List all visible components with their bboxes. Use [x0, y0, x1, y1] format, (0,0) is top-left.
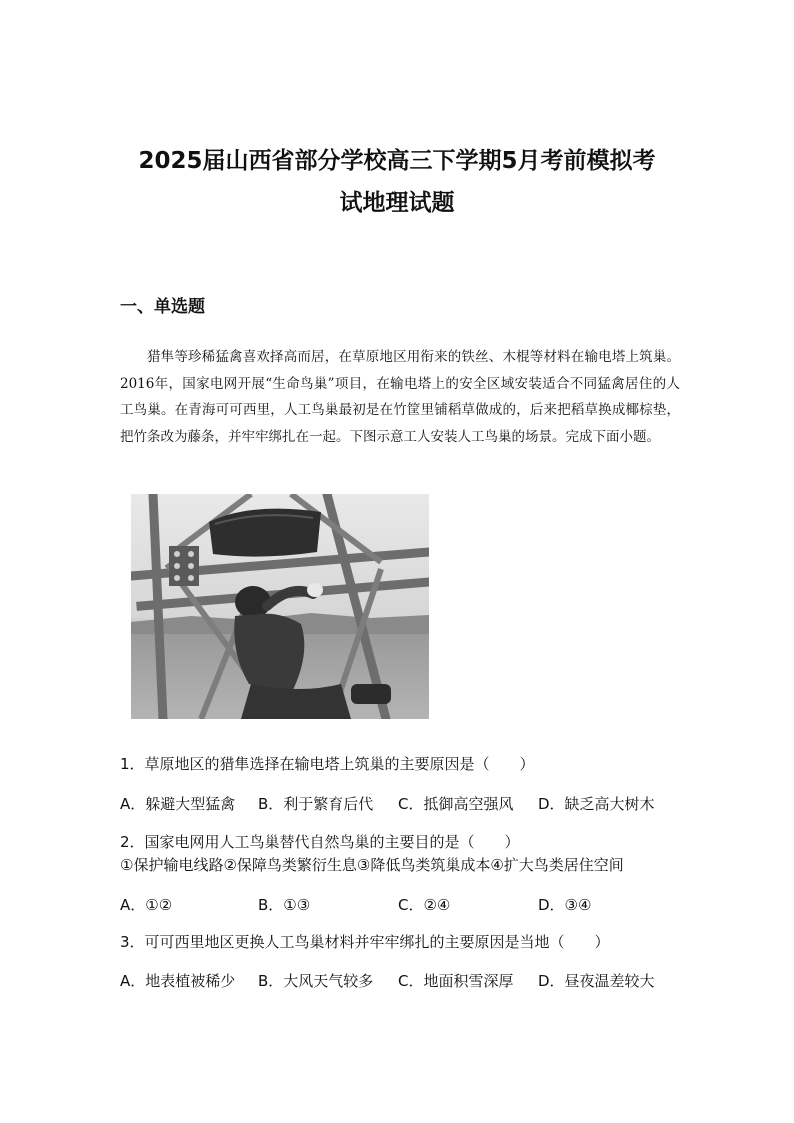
q2-option-a[interactable]: A．①②: [120, 896, 173, 914]
q3-option-c[interactable]: C．地面积雪深厚: [398, 972, 514, 990]
q1-option-a[interactable]: A．躲避大型猛禽: [120, 795, 236, 813]
q3-option-d[interactable]: D．昼夜温差较大: [538, 972, 655, 990]
q3-option-a[interactable]: A．地表植被稀少: [120, 972, 236, 990]
question-3-stem: 3．可可西里地区更换人工鸟巢材料并牢牢绑扎的主要原因是当地（ ）: [120, 933, 610, 951]
document-title: [90, 140, 704, 224]
q2-option-b[interactable]: B．①③: [258, 896, 311, 914]
q1-option-b[interactable]: B．利于繁育后代: [258, 795, 374, 813]
question-2-stem: 2．国家电网用人工鸟巢替代自然鸟巢的主要目的是（ ）: [120, 833, 520, 851]
section-heading: 一、单选题: [120, 297, 205, 317]
question-2-options: [120, 894, 690, 914]
question-2-statements: ①保护输电线路②保障鸟类繁衍生息③降低鸟类筑巢成本④扩大鸟类居住空间: [120, 856, 624, 874]
q2-option-c[interactable]: C．②④: [398, 896, 451, 914]
title-line-1: 2025届山西省部分学校高三下学期5月考前模拟考: [138, 148, 656, 174]
q1-option-c[interactable]: C．抵御高空强风: [398, 795, 514, 813]
passage-text: 猎隼等珍稀猛禽喜欢择高而居，在草原地区用衔来的铁丝、木棍等材料在输电塔上筑巢。2016年，国家电网开展“生命鸟巢”项目，在输电塔上的安全区域安装适合不同猛禽居住的人工鸟巢。在青海可可西里，人工鸟巢最初是在竹筐里铺稻草做成的，后来把稻草换成椰棕垫，把竹条改为藤条，并牢牢绑扎在一起。下图示意工人安装人工鸟巢的场景。完成下面小题。: [120, 349, 680, 445]
q2-option-d[interactable]: D．③④: [538, 896, 592, 914]
question-1-stem: 1．草原地区的猎隼选择在输电塔上筑巢的主要原因是（ ）: [120, 755, 535, 773]
question-1-options: [120, 793, 690, 813]
question-3-options: [120, 970, 690, 990]
worker-installing-nest-photo: [131, 494, 429, 719]
q1-option-d[interactable]: D．缺乏高大树木: [538, 795, 655, 813]
title-line-2: 试地理试题: [339, 190, 455, 216]
reading-passage: [120, 344, 680, 450]
q3-option-b[interactable]: B．大风天气较多: [258, 972, 374, 990]
